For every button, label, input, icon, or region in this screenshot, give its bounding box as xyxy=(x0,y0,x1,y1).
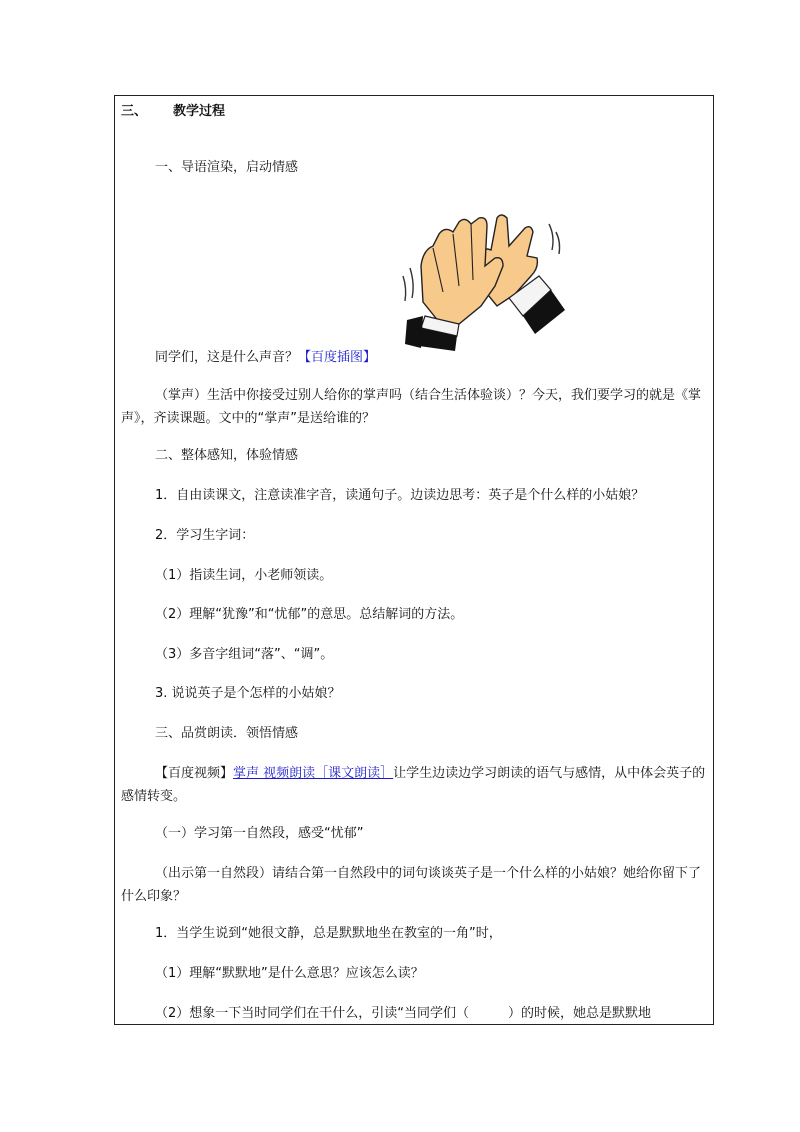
section-heading xyxy=(121,100,225,119)
paragraph-applause-intro: （掌声）生活中你接受过别人给你的掌声吗（结合生活体验谈）？今天，我们要学习的就是《掌声》，齐读课题。文中的“掌声”是送给谁的？ xyxy=(121,388,702,426)
paragraph-student-says: 1．当学生说到“她很文静，总是默默地坐在教室的一角”时， xyxy=(155,926,502,941)
paragraph-imagine: （2）想象一下当时同学们在干什么，引读“当同学们（ ）的时候，她总是默默地 xyxy=(155,1006,652,1021)
paragraph-show-section: （出示第一自然段）请结合第一自然段中的词句谈谈英子是一个什么样的小姑娘？她给你留下了什么印象？ xyxy=(121,866,702,904)
paragraph-vocabulary: 2．学习生字词： xyxy=(155,528,255,543)
paragraph-video xyxy=(121,762,707,808)
paragraph-free-reading: 1．自由读课文，注意读准字音，读通句子。边读边思考：英子是个什么样的小姑娘？ xyxy=(155,488,645,503)
paragraph-describe-yingzi: 3. 说说英子是个怎样的小姑娘？ xyxy=(155,686,341,701)
lesson-table-cell xyxy=(114,95,714,1025)
paragraph-vocab-1: （1）指读生词，小老师领读。 xyxy=(155,568,333,583)
baidu-video-tag: 【百度视频】 xyxy=(155,766,234,781)
paragraph-vocab-3: （3）多音字组词“落”、“调”。 xyxy=(155,647,334,662)
image-caption xyxy=(121,346,707,369)
paragraph-first-natural-section: （一）学习第一自然段，感受“忧郁” xyxy=(155,826,364,841)
paragraph-vocab-2: （2）理解“犹豫”和“忧郁”的意思。总结解词的方法。 xyxy=(155,607,464,622)
paragraph-section-two: 二、整体感知，体验情感 xyxy=(155,448,299,463)
baidu-image-tag[interactable]: 【百度插图】 xyxy=(298,350,377,365)
section-number: 三、 xyxy=(121,104,148,119)
clapping-hands-image xyxy=(399,206,565,351)
paragraph-section-three: 三、品赏朗读．领悟情感 xyxy=(155,726,299,741)
caption-text: 同学们，这是什么声音？ xyxy=(155,350,299,365)
section-title: 教学过程 xyxy=(173,104,226,119)
video-link[interactable]: 掌声 视频朗读［课文朗读］ xyxy=(233,766,394,781)
video-description: 让学生边读边学习朗读的语气与感情，从中体会英子的感情转变。 xyxy=(121,766,706,804)
paragraph-understand-momo: （1）理解“默默地”是什么意思？应该怎么读？ xyxy=(155,966,424,981)
paragraph-intro-heading: 一、导语渲染，启动情感 xyxy=(155,160,299,175)
